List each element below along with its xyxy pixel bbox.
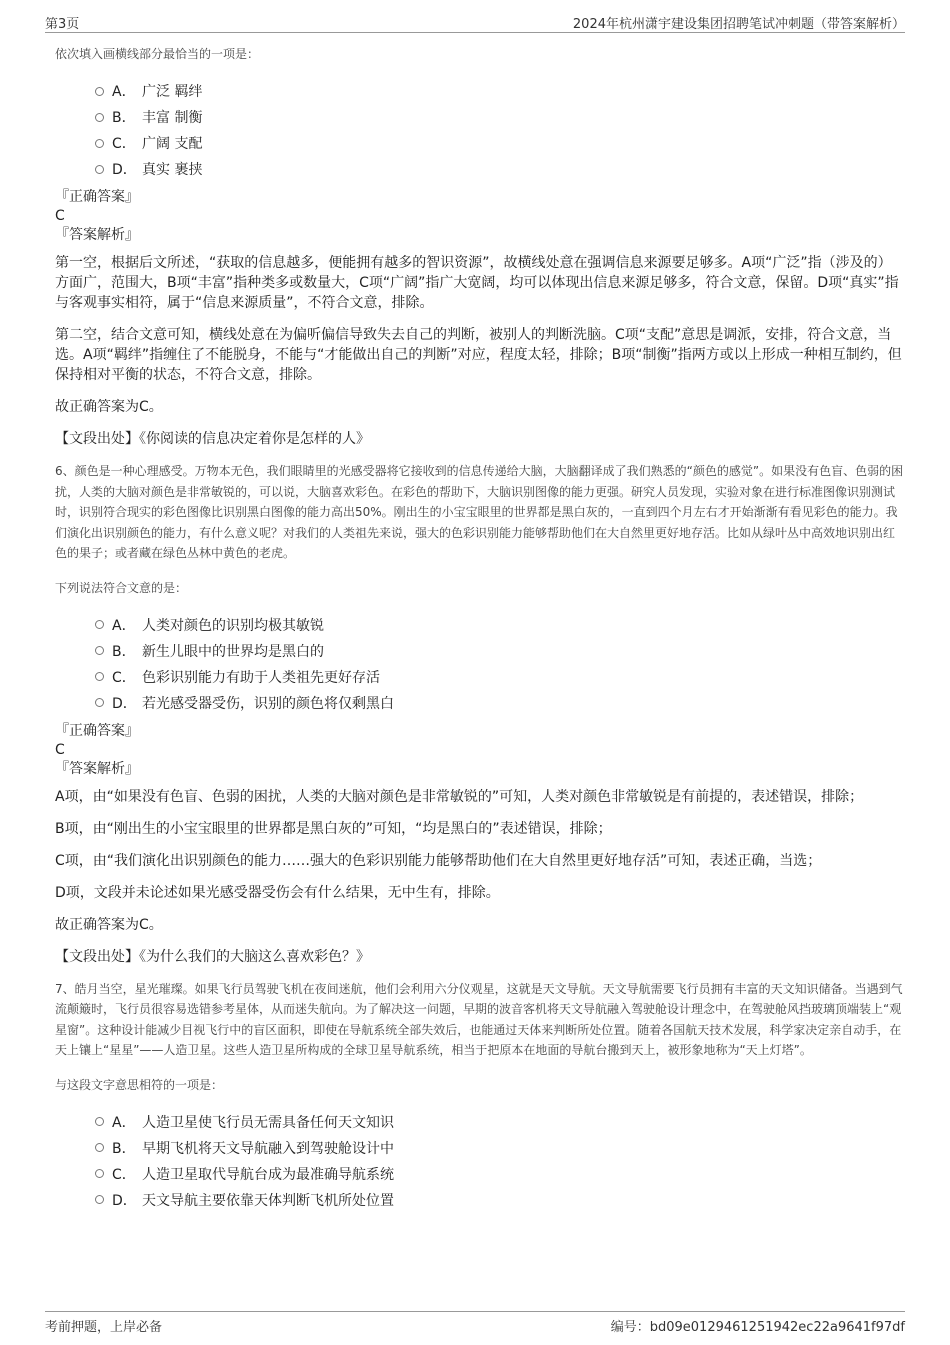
question-7-options [95,1109,905,1213]
question-7-prompt: 与这段文字意思相符的一项是： [55,1077,224,1092]
radio-icon[interactable] [95,165,104,174]
option-b[interactable]: B． 丰富 制衡 [95,104,905,130]
source-citation: 【文段出处】《你阅读的信息决定着你是怎样的人》 [55,431,370,447]
option-d[interactable]: D． 真实 裹挟 [95,156,905,182]
radio-icon[interactable] [95,139,104,148]
page-content [55,44,905,1219]
source-citation: 【文段出处】《为什么我们的大脑这么喜欢彩色？》 [55,948,370,965]
radio-icon[interactable] [95,113,104,122]
question-7 [55,979,905,1213]
analysis-conclusion: 故正确答案为C。 [55,916,163,933]
answer-label: 『正确答案』 [55,722,139,739]
document-code-value: bd09e0129461251942ec22a9641f97df [649,1320,905,1335]
question-5-prompt: 依次填入画横线部分最恰当的一项是： [55,47,260,61]
analysis-label: 『答案解析』 [55,227,139,243]
analysis-paragraph: D项，文段并未论述如果光感受器受伤会有什么结果，无中生有，排除。 [55,884,500,901]
option-a[interactable]: A． 人类对颜色的识别均极其敏锐 [95,612,905,638]
analysis-paragraph: A项，由“如果没有色盲、色弱的困扰，人类的大脑对颜色是非常敏锐的”可知，人类对颜色非常敏锐是有前提的，表述错误，排除； [55,788,864,805]
radio-icon[interactable] [95,1117,104,1126]
analysis-label: 『答案解析』 [55,760,139,777]
question-5-options [95,78,905,182]
radio-icon[interactable] [95,620,104,629]
radio-icon[interactable] [95,1195,104,1204]
option-b[interactable]: B． 新生儿眼中的世界均是黑白的 [95,638,905,664]
question-6-passage: 6、颜色是一种心理感受。万物本无色，我们眼睛里的光感受器将它接收到的信息传递给大脑，大脑翻译成了我们熟悉的“颜色的感觉”。如果没有色盲、色弱的困扰，人类的大脑对颜色是非常敏锐的，可以说，大脑喜欢彩色。在彩色的帮助下，大脑识别图像的能力更强。研究人员发现，实验对象在进行标准图像识别测试时，识别符合现实的彩色图像比识别黑白图像的能力高出50%。刚出生的小宝宝眼里的世界都是黑白灰的，一直到四个月左右才开始渐渐有看见彩色的能力。我们演化出识别颜色的能力，有什么意义呢？对我们的人类祖先来说，强大的色彩识别能力能够帮助他们在大自然里更好地存活。比如从绿叶丛中高效地识别出红色的果子；或者藏在绿色丛林中黄色的老虎。 [55,464,904,560]
option-d[interactable]: D． 若光感受器受伤，识别的颜色将仅剩黑白 [95,690,905,716]
option-d[interactable]: D． 天文导航主要依靠天体判断飞机所处位置 [95,1187,905,1213]
question-6-options [95,612,905,716]
document-title: 2024年杭州潇宇建设集团招聘笔试冲刺题（带答案解析） [572,17,905,32]
question-7-passage: 7、皓月当空，星光璀璨。如果飞行员驾驶飞机在夜间迷航，他们会利用六分仪观星，这就是天文导航。天文导航需要飞行员拥有丰富的天文知识储备。当遇到气流颠簸时，飞行员很容易选错参考星体，从而迷失航向。为了解决这一问题，早期的波音客机将天文导航融入驾驶舱设计理念中，在驾驶舱风挡玻璃顶端装上“观星窗”。这种设计能减少目视飞行中的盲区面积，即使在导航系统全部失效后，也能通过天体来判断所处位置。随着各国航天技术发展，科学家决定亲自动手，在天上镶上“星星”——人造卫星。这些人造卫星所构成的全球卫星导航系统，相当于把原本在地面的导航台搬到天上，被形象地称为“天上灯塔”。 [55,981,903,1057]
analysis-paragraph: B项，由“刚出生的小宝宝眼里的世界都是黑白灰的”可知，“均是黑白的”表述错误，排除； [55,820,612,837]
question-6 [55,461,905,967]
document-code-label: 编号： [610,1320,650,1335]
answer-label: 『正确答案』 [55,189,139,205]
option-a[interactable]: A． 人造卫星使飞行员无需具备任何天文知识 [95,1109,905,1135]
radio-icon[interactable] [95,672,104,681]
option-a[interactable]: A． 广泛 羁绊 [95,78,905,104]
answer-value: C [55,741,65,758]
radio-icon[interactable] [95,1169,104,1178]
option-c[interactable]: C． 人造卫星取代导航台成为最准确导航系统 [95,1161,905,1187]
option-c[interactable]: C． 色彩识别能力有助于人类祖先更好存活 [95,664,905,690]
option-c[interactable]: C． 广阔 支配 [95,130,905,156]
radio-icon[interactable] [95,87,104,96]
analysis-paragraph: C项，由“我们演化出识别颜色的能力……强大的色彩识别能力能够帮助他们在大自然里更好地存活”可知，表述正确，当选； [55,852,822,869]
question-6-prompt: 下列说法符合文意的是： [55,580,188,595]
analysis-paragraph: 第一空，根据后文所述，“获取的信息越多，便能拥有越多的智识资源”，故横线处意在强调信息来源要足够多。A项“广泛”指（涉及的）方面广，范围大，B项“丰富”指种类多或数量大，C项“广阔”指广大宽阔，均可以体现出信息来源足够多，符合文意，保留。D项“真实”指与客观事实相符，属于“信息来源质量”，不符合文意，排除。 [55,255,899,311]
page-number: 第3页 [45,17,80,32]
option-b[interactable]: B． 早期飞机将天文导航融入到驾驶舱设计中 [95,1135,905,1161]
document-code [611,1316,905,1335]
page-footer [45,1311,905,1334]
page-header [45,10,905,33]
analysis-conclusion: 故正确答案为C。 [55,399,163,415]
answer-value: C [55,208,65,224]
question-5 [55,44,905,449]
analysis-paragraph: 第二空，结合文意可知，横线处意在为偏听偏信导致失去自己的判断，被别人的判断洗脑。C项“支配”意思是调派，安排，符合文意，当选。A项“羁绊”指缠住了不能脱身，不能与“才能做出自己的判断”对应，程度太轻，排除；B项“制衡”指两方或以上形成一种相互制约，但保持相对平衡的状态，不符合文意，排除。 [55,327,902,383]
radio-icon[interactable] [95,698,104,707]
radio-icon[interactable] [95,1143,104,1152]
radio-icon[interactable] [95,646,104,655]
footer-slogan: 考前押题，上岸必备 [45,1320,163,1335]
